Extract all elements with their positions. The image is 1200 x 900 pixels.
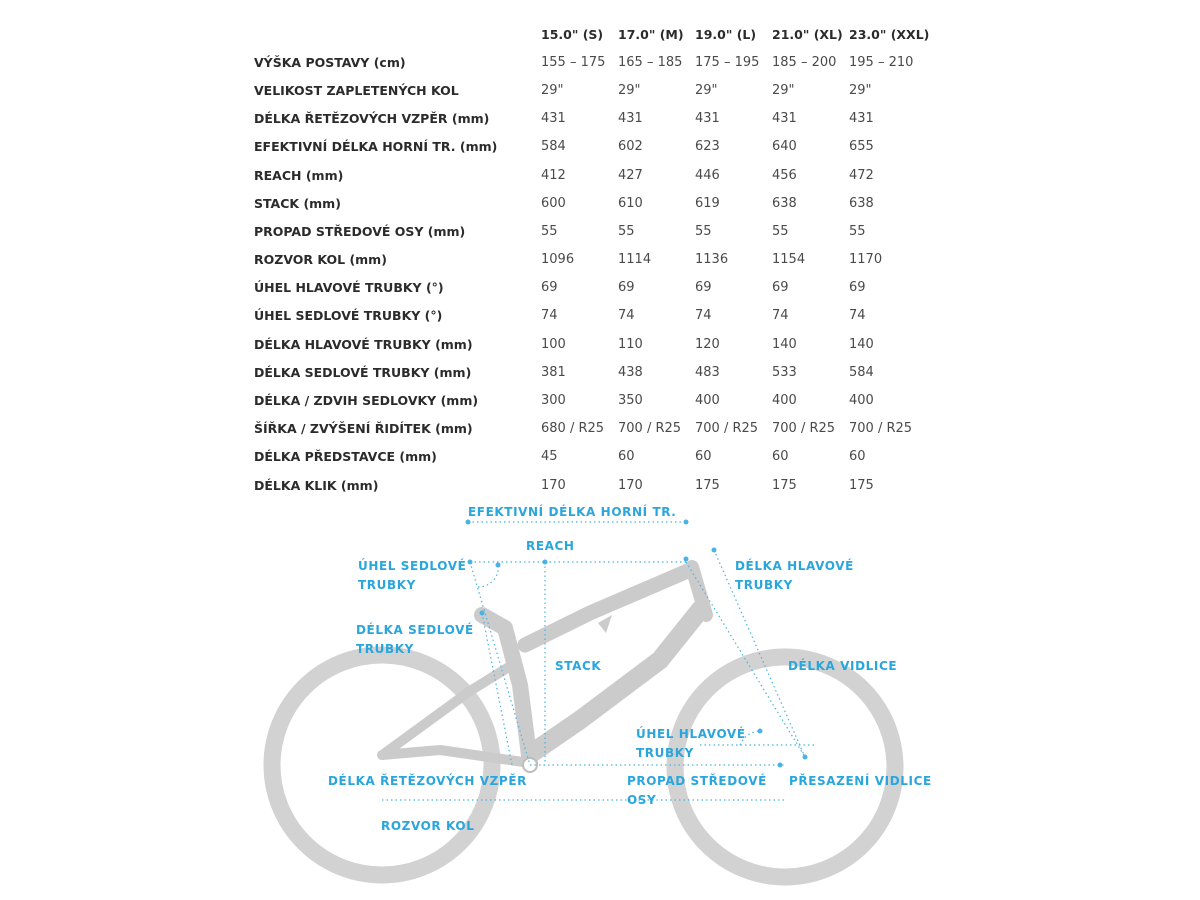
table-cell: 638: [849, 195, 874, 211]
rear-wheel: [272, 655, 492, 875]
table-cell: 300: [541, 393, 566, 409]
table-cell: 100: [541, 336, 566, 352]
label-wheelbase: ROZVOR KOL: [381, 819, 475, 833]
dot: [758, 729, 763, 734]
geometry-table-body: [246, 48, 929, 499]
table-cell: 1136: [695, 252, 729, 268]
label-top-tube: EFEKTIVNÍ DÉLKA HORNÍ TR.: [468, 505, 677, 519]
row-label: ŠÍŘKA / ZVÝŠENÍ ŘIDÍTEK (mm): [254, 421, 473, 437]
dot: [684, 557, 689, 562]
table-cell: 438: [618, 364, 643, 380]
table-cell: 700 / R25: [772, 421, 836, 437]
row-label: DÉLKA PŘEDSTAVCE (mm): [254, 449, 437, 465]
dot: [468, 560, 473, 565]
table-cell: 170: [618, 477, 643, 493]
table-cell: 110: [618, 336, 643, 352]
row-label: ROZVOR KOL (mm): [254, 252, 387, 268]
table-cell: 680 / R25: [541, 421, 605, 437]
table-cell: 1170: [849, 252, 883, 268]
label-fork-length: DÉLKA VIDLICE: [788, 659, 898, 673]
label-seat-angle-line1: ÚHEL SEDLOVÉ: [358, 559, 467, 573]
table-row: [246, 161, 929, 189]
header-corner: [246, 20, 541, 48]
table-cell: 29": [849, 82, 872, 98]
table-cell: 655: [849, 139, 874, 155]
table-cell: 381: [541, 364, 566, 380]
table-cell: 602: [618, 139, 643, 155]
table-cell: 55: [695, 223, 712, 239]
table-cell: 120: [695, 336, 720, 352]
dot: [466, 520, 471, 525]
table-cell: 155 – 175: [541, 54, 606, 70]
table-cell: 74: [541, 308, 558, 324]
table-cell: 700 / R25: [849, 421, 913, 437]
table-cell: 60: [849, 449, 866, 465]
table-row: [246, 274, 929, 302]
table-cell: 1154: [772, 252, 806, 268]
dot: [480, 611, 485, 616]
table-row: [246, 133, 929, 161]
table-cell: 700 / R25: [618, 421, 682, 437]
label-bb-drop-line2: OSY: [627, 793, 657, 807]
table-cell: 431: [772, 111, 797, 127]
table-cell: 446: [695, 167, 720, 183]
table-cell: 431: [618, 111, 643, 127]
label-stack: STACK: [555, 659, 602, 673]
table-row: [246, 330, 929, 358]
table-cell: 55: [849, 223, 866, 239]
table-cell: 60: [695, 449, 712, 465]
table-cell: 640: [772, 139, 797, 155]
table-cell: 74: [849, 308, 866, 324]
table-cell: 74: [695, 308, 712, 324]
dot: [543, 560, 548, 565]
table-cell: 140: [772, 336, 797, 352]
table-cell: 165 – 185: [618, 54, 683, 70]
table-row: [246, 415, 929, 443]
label-seat-length-line1: DÉLKA SEDLOVÉ: [356, 623, 474, 637]
chainstay: [382, 750, 530, 763]
table-row: [246, 358, 929, 386]
table-cell: 74: [772, 308, 789, 324]
table-cell: 29": [618, 82, 641, 98]
dot: [496, 563, 501, 568]
table-cell: 69: [618, 280, 635, 296]
table-cell: 350: [618, 393, 643, 409]
bike-geometry-diagram: [0, 495, 1200, 900]
label-seat-angle-line2: TRUBKY: [358, 578, 416, 592]
table-cell: 69: [541, 280, 558, 296]
front-wheel: [675, 657, 898, 877]
row-label: VÝŠKA POSTAVY (cm): [254, 54, 406, 70]
table-row: [246, 189, 929, 217]
dot: [684, 520, 689, 525]
size-header-xl: 21.0" (XL): [772, 26, 843, 42]
geometry-table: [246, 20, 929, 499]
table-cell: 60: [618, 449, 635, 465]
label-bb-drop-line1: PROPAD STŘEDOVÉ: [627, 774, 767, 788]
row-label: ÚHEL HLAVOVÉ TRUBKY (°): [254, 280, 444, 296]
table-cell: 400: [849, 393, 874, 409]
table-cell: 431: [695, 111, 720, 127]
table-cell: 400: [695, 393, 720, 409]
table-row: [246, 443, 929, 471]
label-chainstay: DÉLKA ŘETĚZOVÝCH VZPĚR: [328, 774, 527, 788]
table-row: [246, 76, 929, 104]
table-cell: 69: [849, 280, 866, 296]
table-cell: 431: [541, 111, 566, 127]
table-row: [246, 246, 929, 274]
row-label: ÚHEL SEDLOVÉ TRUBKY (°): [254, 308, 443, 324]
table-cell: 427: [618, 167, 643, 183]
table-cell: 600: [541, 195, 566, 211]
label-head-length-line1: DÉLKA HLAVOVÉ: [735, 559, 854, 573]
table-row: [246, 386, 929, 414]
row-label: PROPAD STŘEDOVÉ OSY (mm): [254, 223, 466, 239]
size-header-l: 19.0" (L): [695, 26, 757, 42]
table-cell: 140: [849, 336, 874, 352]
size-header-xxl: 23.0" (XXL): [849, 26, 930, 42]
table-cell: 610: [618, 195, 643, 211]
row-label: STACK (mm): [254, 195, 341, 211]
label-head-angle-line1: ÚHEL HLAVOVÉ: [636, 727, 746, 741]
label-head-angle-line2: TRUBKY: [636, 746, 694, 760]
dot: [803, 755, 808, 760]
table-cell: 29": [695, 82, 718, 98]
table-cell: 400: [772, 393, 797, 409]
row-label: DÉLKA ŘETĚZOVÝCH VZPĚR (mm): [254, 111, 490, 127]
table-cell: 29": [541, 82, 564, 98]
table-cell: 638: [772, 195, 797, 211]
label-reach: REACH: [526, 539, 575, 553]
table-cell: 69: [695, 280, 712, 296]
shock-mount: [598, 615, 612, 633]
row-label: DÉLKA HLAVOVÉ TRUBKY (mm): [254, 336, 473, 352]
table-cell: 69: [772, 280, 789, 296]
table-cell: 456: [772, 167, 797, 183]
table-cell: 55: [541, 223, 558, 239]
row-label: REACH (mm): [254, 167, 344, 183]
table-cell: 623: [695, 139, 720, 155]
label-fork-offset: PŘESAZENÍ VIDLICE: [789, 774, 932, 788]
table-cell: 60: [772, 449, 789, 465]
table-cell: 175 – 195: [695, 54, 760, 70]
table-cell: 170: [541, 477, 566, 493]
table-cell: 45: [541, 449, 558, 465]
table-cell: 175: [849, 477, 874, 493]
table-cell: 195 – 210: [849, 54, 914, 70]
table-cell: 1114: [618, 252, 652, 268]
table-row: [246, 48, 929, 76]
table-cell: 431: [849, 111, 874, 127]
size-header-m: 17.0" (M): [618, 26, 684, 42]
table-cell: 175: [772, 477, 797, 493]
seat-angle-arc: [478, 563, 498, 587]
table-row: [246, 217, 929, 245]
table-row: [246, 105, 929, 133]
table-cell: 1096: [541, 252, 575, 268]
table-cell: 619: [695, 195, 720, 211]
row-label: DÉLKA / ZDVIH SEDLOVKY (mm): [254, 393, 479, 409]
row-label: DÉLKA KLIK (mm): [254, 477, 379, 493]
table-cell: 55: [618, 223, 635, 239]
table-cell: 74: [618, 308, 635, 324]
dot: [712, 548, 717, 553]
table-cell: 584: [849, 364, 874, 380]
size-header-s: 15.0" (S): [541, 26, 604, 42]
table-cell: 29": [772, 82, 795, 98]
table-cell: 533: [772, 364, 797, 380]
table-cell: 483: [695, 364, 720, 380]
row-label: EFEKTIVNÍ DÉLKA HORNÍ TR. (mm): [254, 139, 498, 155]
size-header-row: [246, 20, 929, 48]
top-tube: [525, 570, 690, 645]
table-row: [246, 302, 929, 330]
table-cell: 472: [849, 167, 874, 183]
row-label: DÉLKA SEDLOVÉ TRUBKY (mm): [254, 364, 472, 380]
table-cell: 185 – 200: [772, 54, 837, 70]
table-cell: 700 / R25: [695, 421, 759, 437]
dot: [778, 763, 783, 768]
table-cell: 412: [541, 167, 566, 183]
label-head-length-line2: TRUBKY: [735, 578, 793, 592]
label-seat-length-line2: TRUBKY: [356, 642, 414, 656]
table-cell: 175: [695, 477, 720, 493]
table-cell: 584: [541, 139, 566, 155]
row-label: VELIKOST ZAPLETENÝCH KOL: [254, 82, 459, 98]
table-cell: 55: [772, 223, 789, 239]
